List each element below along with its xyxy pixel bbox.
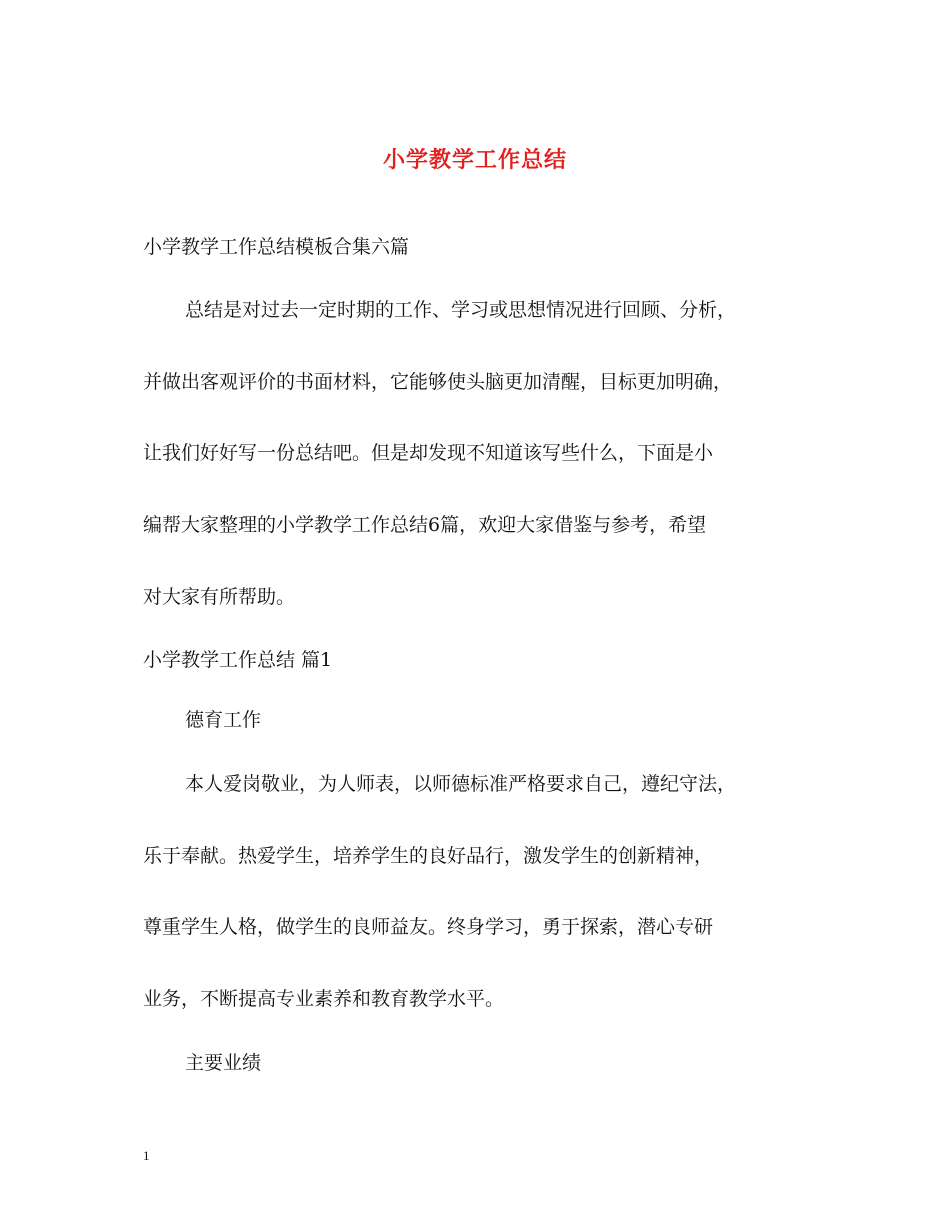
body-paragraph-line: 本人爱岗敬业，为人师表，以师德标准严格要求自己，遵纪守法， <box>185 773 737 795</box>
section-heading: 小学教学工作总结 篇1 <box>143 649 333 671</box>
subsection-heading: 德育工作 <box>185 709 262 731</box>
body-paragraph-line: 业务，不断提高专业素养和教育教学水平。 <box>143 988 505 1010</box>
subtitle-line: 小学教学工作总结模板合集六篇 <box>143 236 410 258</box>
intro-paragraph-line: 对大家有所帮助。 <box>143 586 296 608</box>
intro-paragraph-line: 编帮大家整理的小学教学工作总结6篇，欢迎大家借鉴与参考，希望 <box>143 514 707 536</box>
document-title: 小学教学工作总结 <box>382 147 567 173</box>
intro-paragraph-line: 让我们好好写一份总结吧。但是却发现不知道该写些什么，下面是小 <box>143 442 714 464</box>
body-paragraph-line: 乐于奉献。热爱学生，培养学生的良好品行，激发学生的创新精神， <box>143 845 714 867</box>
intro-paragraph-line: 总结是对过去一定时期的工作、学习或思想情况进行回顾、分析， <box>185 299 737 321</box>
body-paragraph-line: 尊重学生人格，做学生的良师益友。终身学习，勇于探索，潜心专研 <box>143 916 714 938</box>
page-number: 1 <box>143 1148 150 1163</box>
intro-paragraph-line: 并做出客观评价的书面材料，它能够使头脑更加清醒，目标更加明确， <box>143 371 733 393</box>
subsection-heading: 主要业绩 <box>185 1052 262 1074</box>
